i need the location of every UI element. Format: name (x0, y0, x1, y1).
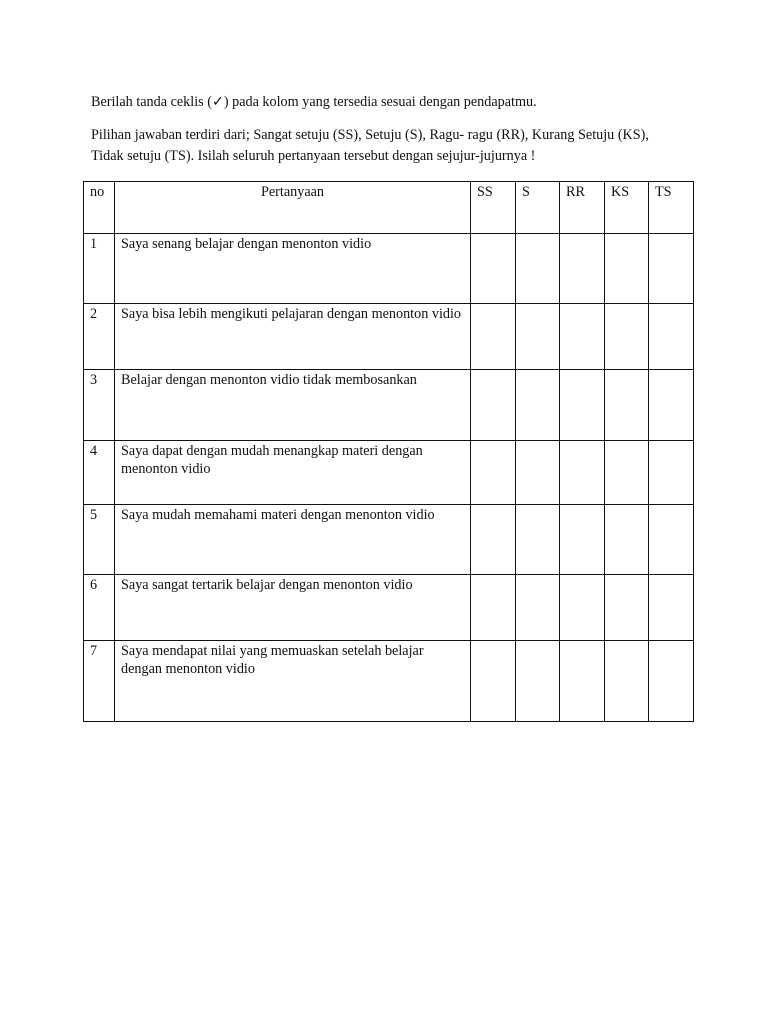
question-text: Saya senang belajar dengan menonton vidio (115, 234, 471, 304)
answer-cell-ks[interactable] (605, 441, 649, 505)
question-text: Saya dapat dengan mudah menangkap materi dengan menonton vidio (115, 441, 471, 505)
answer-cell-rr[interactable] (560, 304, 605, 370)
row-number: 3 (84, 370, 115, 441)
answer-cell-ss[interactable] (471, 505, 516, 575)
answer-cell-ts[interactable] (649, 370, 694, 441)
header-question: Pertanyaan (115, 182, 471, 234)
answer-options-text: Pilihan jawaban terdiri dari; Sangat setuju (SS), Setuju (S), Ragu- ragu (RR), Kurang Setuju (KS), Tidak setuju (TS). Isilah seluruh pertanyaan tersebut dengan sejujur-jujurnya ! (91, 127, 649, 164)
answer-cell-s[interactable] (516, 505, 560, 575)
answer-cell-ss[interactable] (471, 441, 516, 505)
header-s: S (516, 182, 560, 234)
header-ss: SS (471, 182, 516, 234)
answer-cell-ss[interactable] (471, 304, 516, 370)
table-row (84, 370, 694, 441)
answer-cell-rr[interactable] (560, 441, 605, 505)
table-row (84, 234, 694, 304)
header-rr: RR (560, 182, 605, 234)
answer-cell-s[interactable] (516, 304, 560, 370)
answer-cell-ks[interactable] (605, 575, 649, 641)
answer-cell-rr[interactable] (560, 234, 605, 304)
answer-cell-ss[interactable] (471, 641, 516, 722)
answer-cell-ks[interactable] (605, 641, 649, 722)
question-text: Saya sangat tertarik belajar dengan menonton vidio (115, 575, 471, 641)
answer-cell-ss[interactable] (471, 575, 516, 641)
row-number: 6 (84, 575, 115, 641)
table-row (84, 304, 694, 370)
answer-cell-rr[interactable] (560, 370, 605, 441)
answer-cell-ks[interactable] (605, 505, 649, 575)
header-ts: TS (649, 182, 694, 234)
row-number: 1 (84, 234, 115, 304)
answer-cell-ts[interactable] (649, 441, 694, 505)
table-row (84, 505, 694, 575)
answer-cell-rr[interactable] (560, 641, 605, 722)
table-row (84, 641, 694, 722)
row-number: 2 (84, 304, 115, 370)
row-number: 4 (84, 441, 115, 505)
table-row (84, 575, 694, 641)
answer-cell-ts[interactable] (649, 234, 694, 304)
table-header-row (84, 182, 694, 234)
row-number: 5 (84, 505, 115, 575)
table-row (84, 441, 694, 505)
questionnaire-table (83, 181, 694, 722)
answer-cell-rr[interactable] (560, 575, 605, 641)
question-text: Saya mudah memahami materi dengan menonton vidio (115, 505, 471, 575)
answer-cell-s[interactable] (516, 370, 560, 441)
answer-cell-ks[interactable] (605, 370, 649, 441)
header-no: no (84, 182, 115, 234)
question-text: Saya mendapat nilai yang memuaskan setelah belajar dengan menonton vidio (115, 641, 471, 722)
row-number: 7 (84, 641, 115, 722)
question-text: Belajar dengan menonton vidio tidak membosankan (115, 370, 471, 441)
answer-cell-s[interactable] (516, 641, 560, 722)
instruction-text: Berilah tanda ceklis (✓) pada kolom yang tersedia sesuai dengan pendapatmu. (91, 94, 537, 110)
question-text: Saya bisa lebih mengikuti pelajaran dengan menonton vidio (115, 304, 471, 370)
header-ks: KS (605, 182, 649, 234)
answer-cell-ks[interactable] (605, 234, 649, 304)
answer-cell-ts[interactable] (649, 505, 694, 575)
answer-cell-s[interactable] (516, 575, 560, 641)
answer-cell-s[interactable] (516, 234, 560, 304)
answer-cell-ks[interactable] (605, 304, 649, 370)
answer-cell-ts[interactable] (649, 641, 694, 722)
answer-cell-rr[interactable] (560, 505, 605, 575)
answer-cell-ts[interactable] (649, 304, 694, 370)
answer-cell-s[interactable] (516, 441, 560, 505)
answer-cell-ss[interactable] (471, 370, 516, 441)
answer-cell-ss[interactable] (471, 234, 516, 304)
answer-cell-ts[interactable] (649, 575, 694, 641)
